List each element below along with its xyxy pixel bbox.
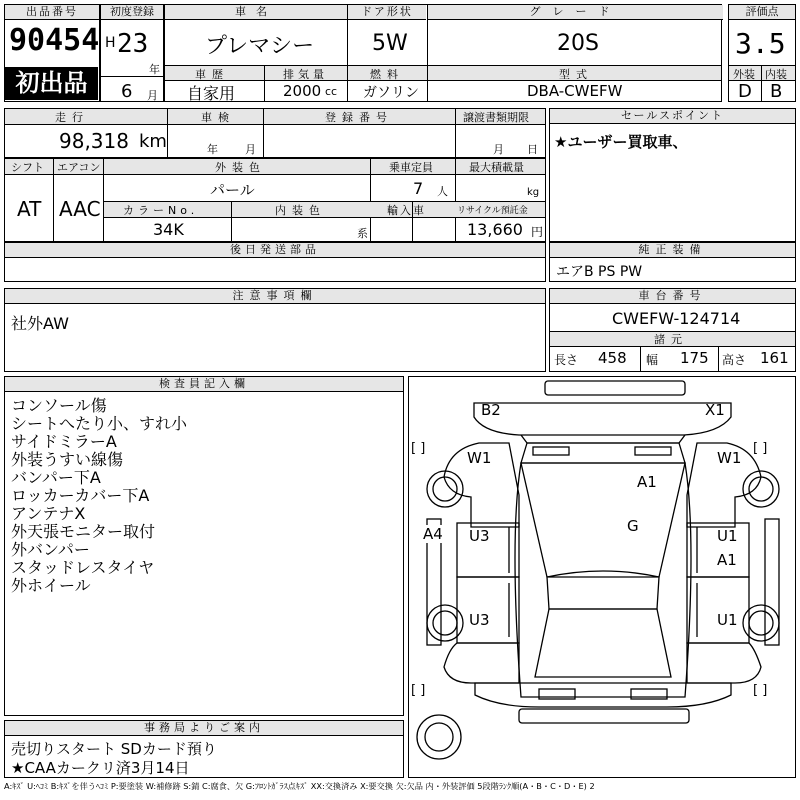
shift-label: シフト: [11, 161, 44, 174]
capacity-unit: 人: [437, 185, 448, 198]
mark-w1-right: W1: [717, 449, 742, 467]
model-label: 型式: [559, 68, 593, 81]
spec-box: [4, 158, 546, 242]
displacement: 2000: [283, 82, 322, 100]
grade-label: グレード: [428, 5, 723, 20]
mark-u3-rear: U3: [469, 611, 490, 629]
mileage-unit: km: [139, 131, 167, 152]
height-label: 高さ: [722, 353, 747, 367]
color-no-label: カラーNo.: [123, 204, 199, 217]
sales-point-box: [549, 108, 796, 242]
mileage: 98,318: [59, 129, 129, 153]
history: 自家用: [187, 84, 236, 103]
inspector-note: 外ホイール: [11, 576, 91, 595]
inspection-year-unit: 年: [207, 143, 218, 156]
first-registration-label: 初度登録: [101, 5, 163, 20]
displacement-label: 排気量: [283, 68, 328, 81]
load-unit: kg: [527, 187, 540, 198]
roof: [521, 463, 685, 577]
inspector-note: サイドミラーA: [11, 432, 117, 451]
hood: [521, 435, 685, 443]
mileage-label: 走行: [55, 111, 89, 124]
capacity-label: 乗車定員: [389, 161, 433, 174]
ac: AAC: [59, 197, 101, 221]
fuel: ガソリン: [363, 85, 419, 101]
equipment-text: エアB PS PW: [556, 264, 643, 280]
windshield: [521, 443, 685, 463]
inspector-note: アンテナX: [11, 504, 86, 523]
car-name-label: 車名: [165, 5, 347, 20]
lot-number-box: [4, 4, 100, 102]
rear-bumper: [475, 683, 731, 707]
equipment-box: [549, 242, 796, 282]
reg-month: 6: [121, 81, 133, 102]
ext-color: パール: [210, 181, 255, 199]
first-listing-badge: 初出品: [5, 67, 98, 100]
model: DBA-CWEFW: [527, 82, 623, 100]
dims-label: 諸元: [654, 333, 688, 346]
interior-grade: B: [770, 81, 783, 102]
mark-a4: A4: [423, 525, 443, 543]
rear-bumper-bottom: [519, 709, 689, 723]
load-label: 最大積載量: [469, 161, 524, 174]
exterior-label: 外装: [733, 68, 755, 81]
trunk: [535, 609, 671, 677]
lot-number: 90454: [9, 23, 100, 58]
inspector-note: 外装うすい線傷: [11, 450, 124, 469]
caution-label: 注意事項欄: [5, 289, 545, 304]
transfer-day-unit: 日: [527, 143, 538, 156]
inspector-note: 外天張モニター取付: [11, 522, 156, 541]
front-bumper: [474, 403, 731, 435]
inspector-note: ロッカーカバー下A: [11, 486, 150, 505]
rear-door-left: [457, 577, 519, 643]
color-no: 34K: [153, 220, 184, 239]
bracket-left-1: [ ]: [411, 441, 426, 456]
inspector-note: コンソール傷: [11, 396, 107, 415]
score: 3.5: [735, 27, 786, 60]
door-type: 5W: [372, 31, 408, 56]
reg-month-unit: 月: [147, 89, 158, 102]
mark-u3-front: U3: [469, 527, 490, 545]
car-info-box: [164, 4, 722, 102]
mark-u1-rear: U1: [717, 611, 738, 629]
bracket-left-2: [ ]: [411, 683, 426, 698]
office-line-2: ★CAAカークリ済3月14日: [11, 759, 190, 777]
spare-wheel: [417, 715, 461, 759]
transfer-docs-label: 譲渡書類期限: [463, 111, 529, 124]
reg-year-unit: 年: [149, 63, 160, 76]
score-label: 評価点: [729, 5, 795, 20]
inspector-note: スタッドレスタイヤ: [11, 558, 155, 577]
int-color-unit: 系: [357, 227, 368, 240]
displacement-unit: cc: [325, 85, 338, 98]
chassis-number: CWEFW-124714: [612, 309, 741, 328]
mark-w1-left: W1: [467, 449, 492, 467]
inspector-note: シートへたり小、すれ小: [11, 414, 188, 433]
inspection-label: 車検: [201, 111, 235, 124]
office-line-1: 売切りスタート SDカード預り: [11, 740, 217, 758]
ext-color-label: 外装色: [215, 161, 266, 174]
exterior-grade: D: [738, 81, 752, 102]
sales-point-text: ★ユーザー買取車、: [554, 133, 688, 151]
inspector-note: 外バンパー: [11, 540, 90, 559]
int-color-label: 内装色: [275, 204, 326, 217]
damage-diagram-box: [408, 376, 796, 778]
mark-a1-side: A1: [717, 551, 737, 569]
bracket-right-1: [ ]: [753, 441, 768, 456]
door-label: ドア形状: [348, 5, 426, 20]
history-label: 車歴: [195, 68, 229, 81]
later-parts-label: 後日発送部品: [5, 243, 545, 258]
mark-b2: B2: [481, 401, 501, 419]
car-name: プレマシー: [205, 34, 315, 59]
shift: AT: [17, 197, 42, 221]
width-label: 幅: [646, 353, 659, 367]
mark-a1-roof: A1: [637, 473, 657, 491]
office-label: 事務局よりご案内: [5, 721, 403, 736]
sales-point-label: セールスポイント: [550, 109, 795, 124]
chassis-label: 車台番号: [550, 289, 795, 304]
office-box: [4, 720, 404, 778]
capacity: 7: [413, 179, 424, 198]
inspector-label: 検査員記入欄: [5, 377, 403, 392]
caution-box: [4, 288, 546, 372]
ac-label: エアコン: [57, 161, 101, 174]
reg-year: 23: [117, 29, 149, 59]
import-label: 輸入車: [387, 204, 426, 217]
transfer-month-unit: 月: [493, 143, 504, 156]
mark-g: G: [627, 517, 639, 535]
recycle-fee: 13,660: [467, 220, 523, 239]
legend: A:ｷｽﾞ U:ﾍｺﾐ B:ｷｽﾞを伴うﾍｺﾐ P:要塗装 W:補修跡 S:錆 C:腐食、欠 G:ﾌﾛﾝﾄｶﾞﾗｽ点ｷｽﾞ XX:交換済み X:要交換 欠:欠品 内・外装評価 5段階ﾗﾝｸ順(A・B・C・D・E) 2: [4, 781, 595, 791]
bracket-right-2: [ ]: [753, 683, 768, 698]
height: 161: [760, 349, 789, 367]
recycle-unit: 円: [531, 225, 544, 239]
caution-text: 社外AW: [11, 314, 69, 333]
width: 175: [680, 349, 709, 367]
inspector-box: [4, 376, 404, 716]
length: 458: [598, 349, 627, 367]
inspector-notes: [11, 397, 187, 595]
equipment-label: 純正装備: [550, 243, 795, 258]
rear-quarter-left: [444, 643, 519, 683]
car-diagram: [409, 377, 794, 776]
front-bumper-top: [545, 381, 685, 395]
interior-label: 内装: [765, 68, 787, 81]
chassis-box: [549, 288, 796, 372]
inspector-note: バンパー下A: [11, 468, 101, 487]
mark-u1-front: U1: [717, 527, 738, 545]
first-registration-box: [100, 4, 164, 102]
inspection-month-unit: 月: [245, 143, 256, 156]
score-box: [728, 4, 796, 102]
reg-number-label: 登録番号: [325, 111, 393, 124]
recycle-label: リサイクル預託金: [457, 206, 528, 216]
later-parts-box: [4, 242, 546, 282]
mileage-box: [4, 108, 546, 158]
grade: 20S: [557, 31, 599, 56]
mark-x1: X1: [705, 401, 725, 419]
lot-number-label: 出品番号: [5, 5, 99, 20]
cabin-outline: [515, 463, 691, 697]
era: H: [105, 35, 116, 51]
fuel-label: 燃料: [370, 68, 404, 81]
length-label: 長さ: [554, 353, 579, 367]
rear-quarter-right: [687, 643, 761, 683]
rear-door-right: [687, 577, 749, 643]
